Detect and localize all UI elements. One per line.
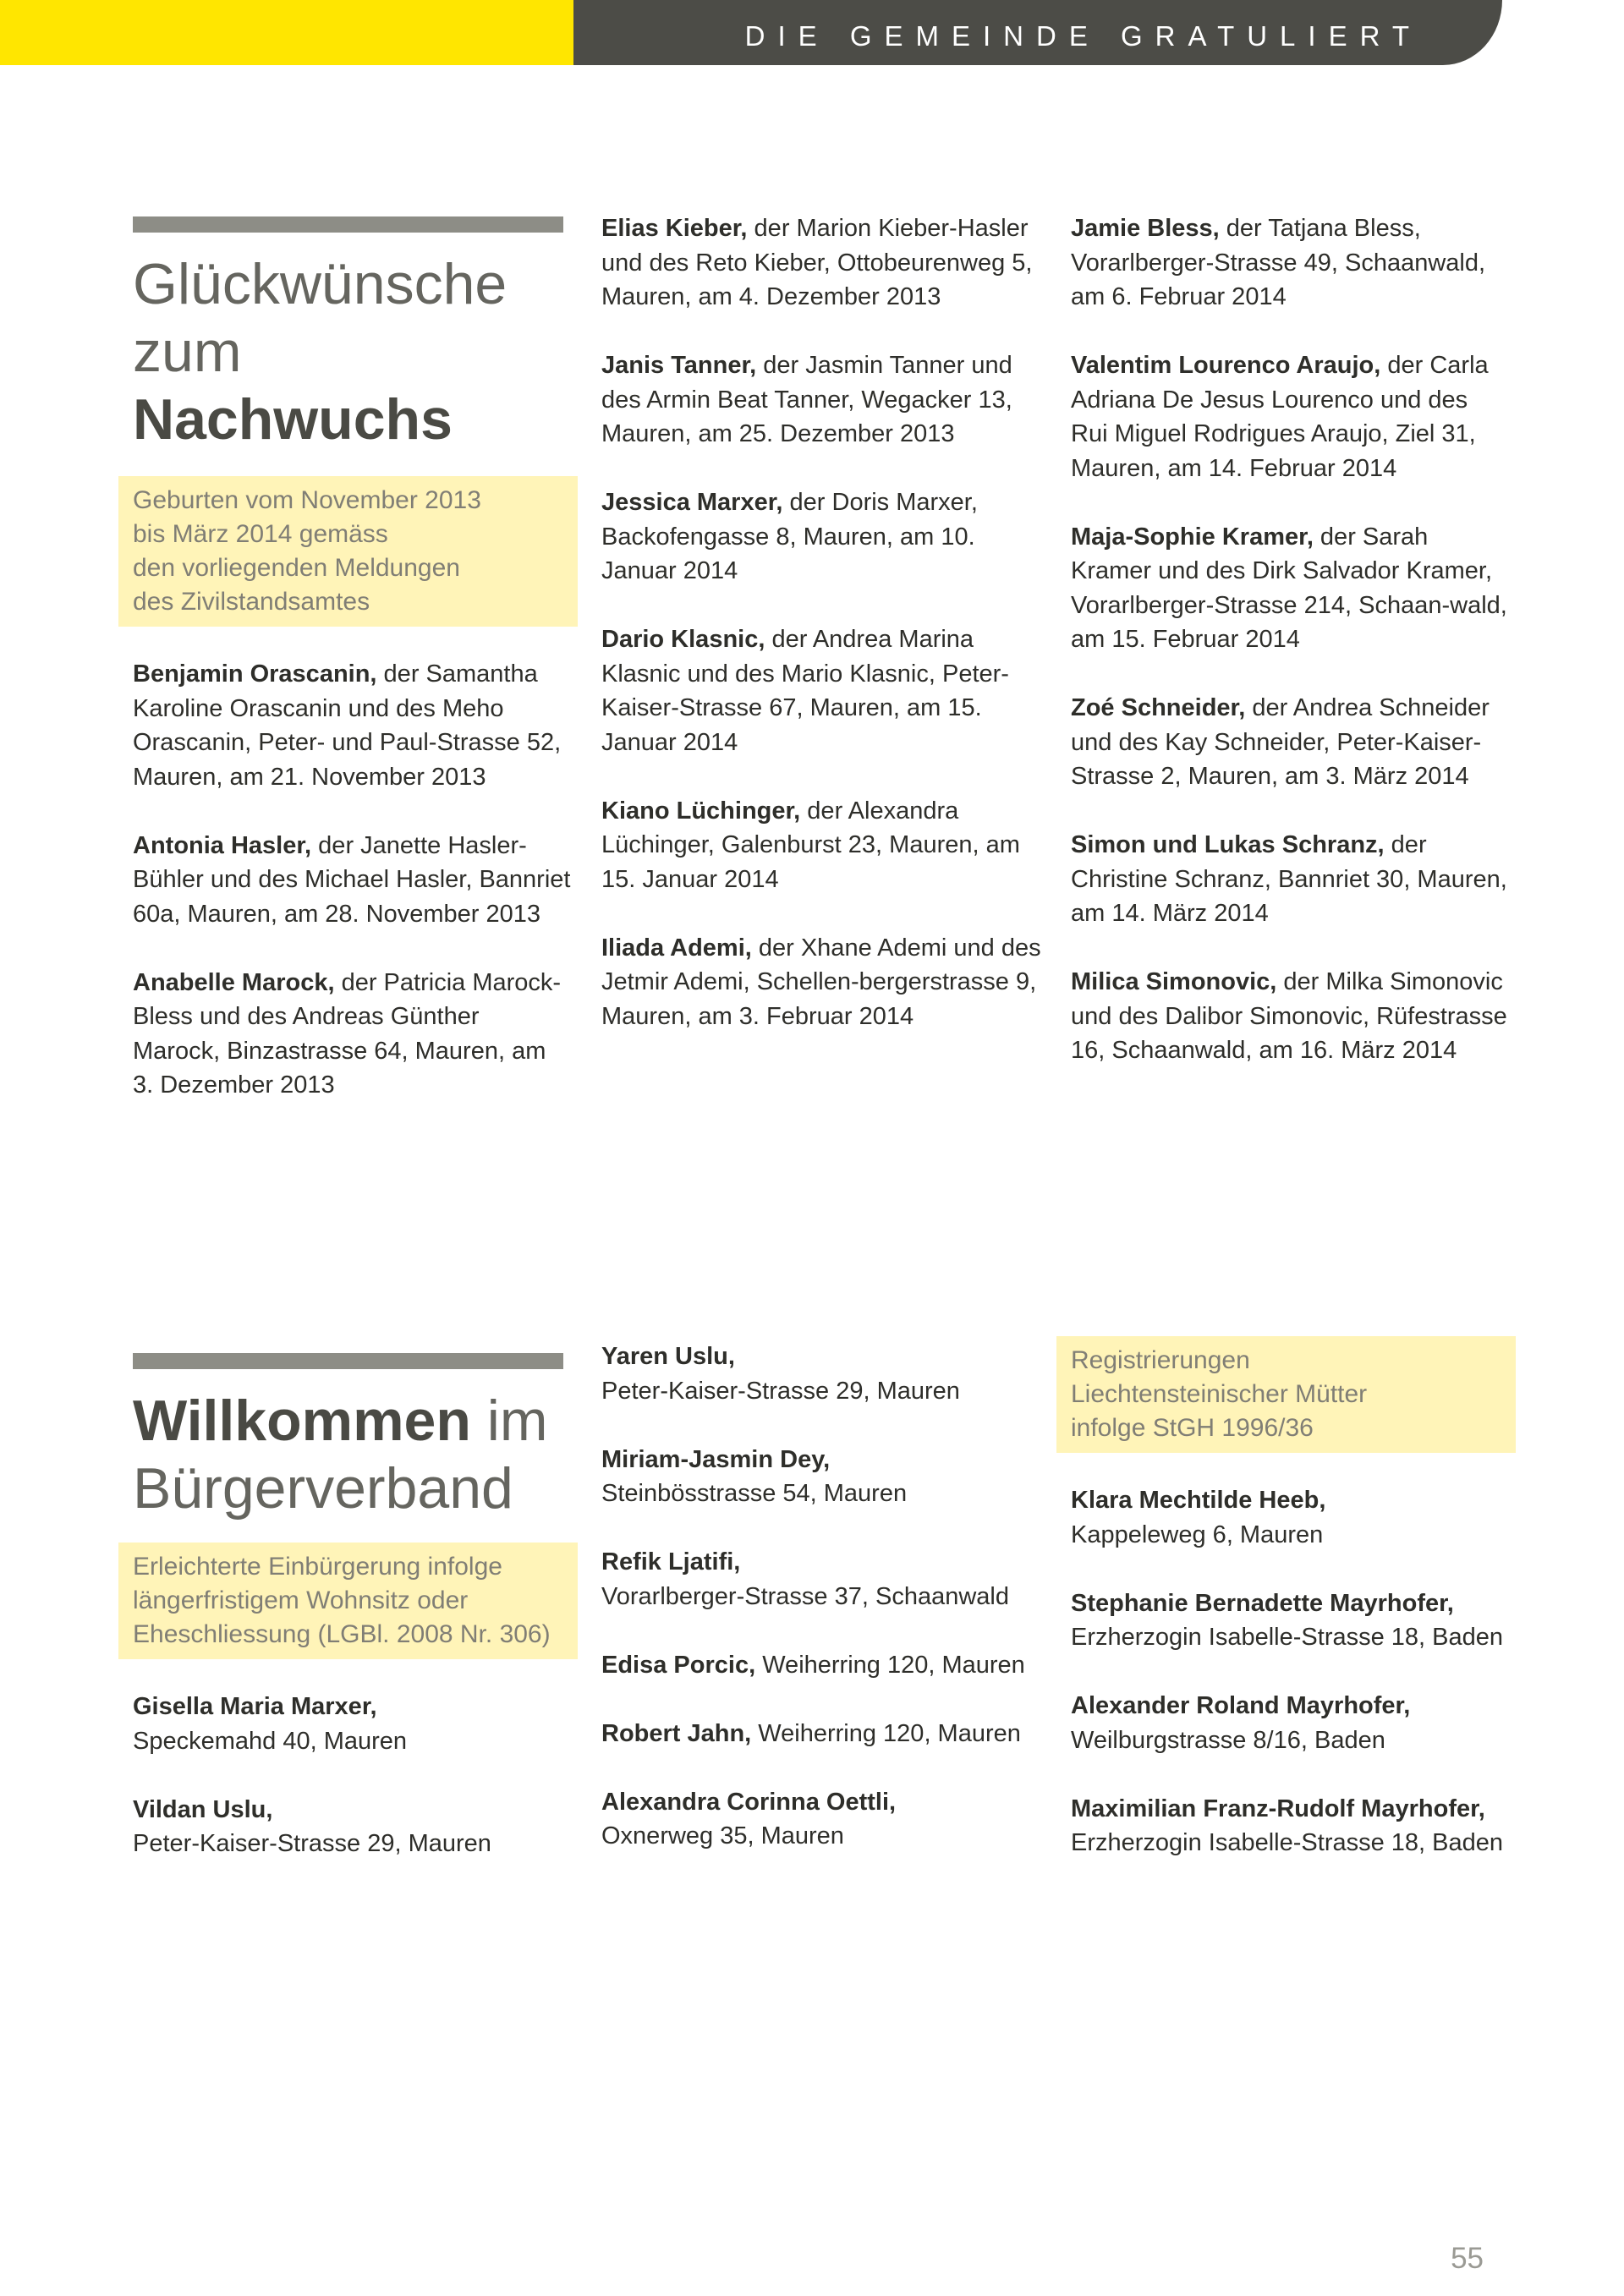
citizen-entry — [601, 1785, 1041, 1854]
birth-entry — [133, 829, 573, 932]
citizen-entry — [601, 1717, 1041, 1751]
entry-name: Antonia Hasler, — [133, 831, 312, 859]
entry-text: Erzherzogin Isabelle-Strasse 18, Baden — [1071, 1829, 1504, 1856]
birth-entry — [1071, 348, 1511, 485]
births-column-2 — [601, 211, 1041, 1068]
births-heading-line1: Glückwünsche — [133, 252, 508, 316]
birth-entry — [601, 622, 1041, 759]
citizen-entry — [133, 1793, 573, 1861]
entry-text: Weilburgstrasse 8/16, Baden — [1071, 1726, 1385, 1754]
entry-name: Maximilian Franz-Rudolf Mayrhofer, — [1071, 1795, 1485, 1822]
citizens-heading-bold: Willkommen — [133, 1389, 471, 1453]
entry-text: der Andrea Schneider und des Kay Schneider, Peter-Kaiser-Strasse 2, Mauren, am 3. März 2014 — [1071, 694, 1490, 790]
entry-name: Zoé Schneider, — [1071, 694, 1246, 721]
citizen-entry — [601, 1340, 1041, 1408]
births-intro-line: bis März 2014 gemäss — [133, 520, 388, 548]
entry-name: Anabelle Marock, — [133, 968, 335, 996]
entry-name: Janis Tanner, — [601, 352, 757, 379]
birth-entry — [1071, 828, 1511, 931]
birth-entry — [601, 794, 1041, 897]
entry-name: Edisa Porcic, — [601, 1651, 756, 1679]
citizens-heading — [133, 1387, 548, 1522]
birth-entry — [1071, 691, 1511, 794]
birth-entry — [601, 931, 1041, 1034]
entry-name: Gisella Maria Marxer, — [133, 1693, 377, 1720]
mother-entry — [1071, 1483, 1544, 1552]
entry-text: Weiherring 120, Mauren — [751, 1719, 1021, 1747]
citizen-entry — [601, 1545, 1041, 1614]
entry-text: Peter-Kaiser-Strasse 29, Mauren — [601, 1377, 960, 1405]
entry-text: Erzherzogin Isabelle-Strasse 18, Baden — [1071, 1624, 1504, 1651]
entry-text: der Alexandra Lüchinger, Galenburst 23, Mauren, am 15. Januar 2014 — [601, 797, 1020, 893]
entry-text: Oxnerweg 35, Mauren — [601, 1822, 844, 1849]
citizens-intro — [118, 1543, 578, 1659]
mothers-intro-line: infolge StGH 1996/36 — [1071, 1414, 1314, 1442]
birth-entry — [601, 348, 1041, 452]
entry-text: der Marion Kieber-Hasler und des Reto Kieber, Ottobeurenweg 5, Mauren, am 4. Dezember 2013 — [601, 215, 1033, 310]
entry-name: Yaren Uslu, — [601, 1343, 735, 1370]
birth-entry — [601, 485, 1041, 589]
births-intro-line: Geburten vom November 2013 — [133, 486, 481, 514]
citizens-column-1 — [133, 1690, 573, 1895]
entry-text: Steinbösstrasse 54, Mauren — [601, 1480, 908, 1507]
birth-entry — [1071, 965, 1511, 1068]
mother-entry — [1071, 1792, 1544, 1860]
entry-text: der Milka Simonovic und des Dalibor Simonovic, Rüfestrasse 16, Schaanwald, am 16. März 2014 — [1071, 968, 1507, 1064]
entry-text: der Janette Hasler-Bühler und des Michael Hasler, Bannriet 60a, Mauren, am 28. November 2013 — [133, 831, 571, 928]
mothers-intro — [1056, 1336, 1516, 1453]
mothers-intro-line: Registrierungen — [1071, 1346, 1250, 1374]
citizen-entry — [133, 1690, 573, 1758]
entry-text: der Andrea Marina Klasnic und des Mario Klasnic, Peter-Kaiser-Strasse 67, Mauren, am 15. Januar 2014 — [601, 626, 1009, 756]
entry-name: Elias Kieber, — [601, 215, 748, 242]
section-title: DIE GEMEINDE GRATULIERT — [744, 20, 1422, 52]
births-intro — [118, 476, 578, 627]
entry-name: Miriam-Jasmin Dey, — [601, 1445, 831, 1473]
entry-text: Kappeleweg 6, Mauren — [1071, 1521, 1324, 1548]
birth-entry — [1071, 211, 1511, 315]
entry-text: Speckemahd 40, Mauren — [133, 1727, 408, 1755]
entry-text: Peter-Kaiser-Strasse 29, Mauren — [133, 1830, 491, 1857]
entry-name: Maja-Sophie Kramer, — [1071, 523, 1314, 551]
entry-text: der Sarah Kramer und des Dirk Salvador Kramer, Vorarlberger-Strasse 214, Schaan-wald, am 15. Februar 2014 — [1071, 523, 1507, 653]
entry-text: der Tatjana Bless, Vorarlberger-Strasse 49, Schaanwald, am 6. Februar 2014 — [1071, 215, 1486, 310]
entry-text: der Patricia Marock-Bless und des Andreas Günther Marock, Binzastrasse 64, Mauren, am 3. Dezember 2013 — [133, 968, 562, 1099]
births-intro-line: des Zivilstandsamtes — [133, 588, 370, 616]
entry-name: Alexandra Corinna Oettli, — [601, 1788, 897, 1816]
entry-name: Milica Simonovic, — [1071, 968, 1277, 995]
entry-text: Vorarlberger-Strasse 37, Schaanwald — [601, 1582, 1009, 1610]
entry-name: Valentim Lourenco Araujo, — [1071, 352, 1381, 379]
entry-text: der Samantha Karoline Orascanin und des Meho Orascanin, Peter- und Paul-Strasse 52, Mauren, am 21. November 2013 — [133, 660, 562, 791]
entry-text: der Jasmin Tanner und des Armin Beat Tanner, Wegacker 13, Mauren, am 25. Dezember 2013 — [601, 352, 1012, 447]
births-column-1 — [133, 657, 573, 1137]
birth-entry — [133, 966, 573, 1103]
citizens-intro-line: Erleichterte Einbürgerung infolge — [133, 1553, 502, 1581]
citizens-column-2 — [601, 1340, 1041, 1888]
entry-name: Jamie Bless, — [1071, 215, 1220, 242]
birth-entry — [133, 657, 573, 794]
entry-name: Iliada Ademi, — [601, 934, 752, 962]
entry-text: der Carla Adriana De Jesus Lourenco und des Rui Miguel Rodrigues Araujo, Ziel 31, Mauren, am 14. Februar 2014 — [1071, 352, 1489, 482]
entry-name: Klara Mechtilde Heeb, — [1071, 1487, 1326, 1514]
mothers-intro-line: Liechtensteinischer Mütter — [1071, 1380, 1368, 1408]
entry-text: der Xhane Ademi und des Jetmir Ademi, Schellen-bergerstrasse 9, Mauren, am 3. Februar 2014 — [601, 934, 1041, 1030]
entry-name: Benjamin Orascanin, — [133, 660, 377, 688]
heading-rule — [133, 1353, 563, 1369]
entry-name: Vildan Uslu, — [133, 1795, 273, 1823]
entry-name: Dario Klasnic, — [601, 626, 765, 653]
births-intro-line: den vorliegenden Meldungen — [133, 554, 460, 582]
heading-rule — [133, 216, 563, 233]
citizens-heading-rest: im — [470, 1389, 548, 1453]
births-heading-line2: zum — [133, 320, 242, 384]
entry-text: Weiherring 120, Mauren — [755, 1651, 1025, 1679]
citizens-intro-line: längerfristigem Wohnsitz oder — [133, 1586, 469, 1614]
birth-entry — [601, 211, 1041, 315]
entry-name: Simon und Lukas Schranz, — [1071, 831, 1385, 858]
entry-name: Kiano Lüchinger, — [601, 797, 801, 825]
births-heading-line3: Nachwuchs — [133, 387, 453, 452]
citizens-heading-line2: Bürgerverband — [133, 1456, 513, 1521]
entry-name: Alexander Roland Mayrhofer, — [1071, 1692, 1411, 1719]
citizen-entry — [601, 1648, 1041, 1683]
entry-text: der Christine Schranz, Bannriet 30, Mauren, am 14. März 2014 — [1071, 831, 1507, 927]
entry-text: der Doris Marxer, Backofengasse 8, Mauren, am 10. Januar 2014 — [601, 489, 978, 584]
birth-entry — [1071, 520, 1511, 657]
citizens-intro-line: Eheschliessung (LGBl. 2008 Nr. 306) — [133, 1620, 551, 1648]
entry-name: Stephanie Bernadette Mayrhofer, — [1071, 1589, 1454, 1617]
entry-name: Refik Ljatifi, — [601, 1548, 741, 1575]
mothers-column — [1071, 1483, 1544, 1894]
section-header — [573, 0, 1502, 65]
entry-name: Robert Jahn, — [601, 1719, 752, 1747]
births-column-3 — [1071, 211, 1511, 1102]
births-heading — [133, 250, 507, 453]
entry-name: Jessica Marxer, — [601, 489, 783, 516]
mother-entry — [1071, 1689, 1544, 1757]
citizen-entry — [601, 1443, 1041, 1511]
mother-entry — [1071, 1586, 1544, 1655]
header-accent — [0, 0, 573, 65]
page-number: 55 — [1451, 2242, 1484, 2275]
